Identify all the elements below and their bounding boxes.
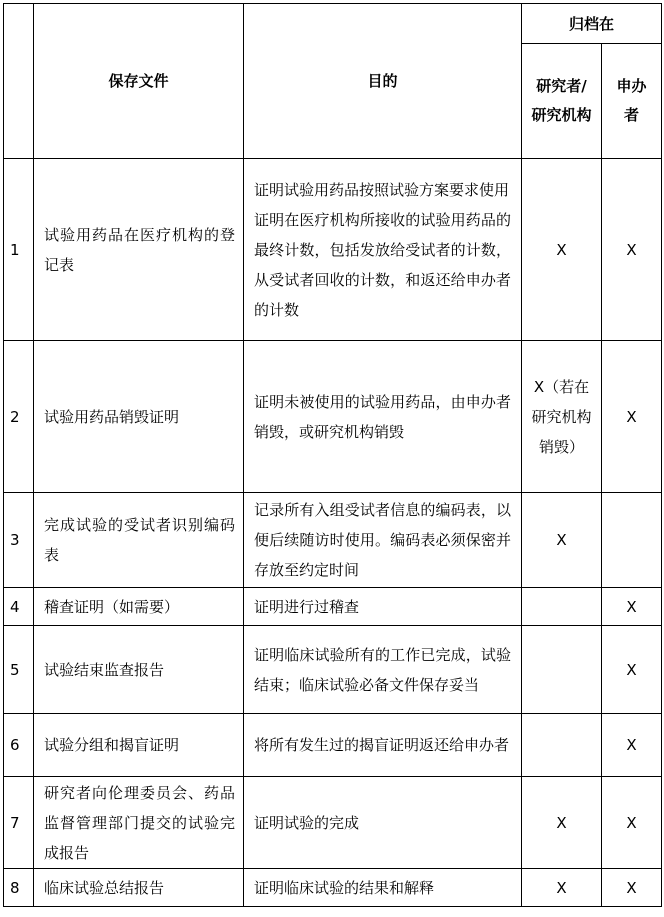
row-number: 2: [4, 341, 34, 493]
row-file: 试验用药品在医疗机构的登记表: [34, 159, 244, 341]
row-purpose: [244, 159, 522, 341]
row-number: 6: [4, 714, 34, 777]
row-number: 4: [4, 588, 34, 626]
row-investigator-mark: [522, 626, 602, 714]
row-purpose-line: 将所有发生过的揭盲证明返还给申办者: [254, 736, 510, 754]
row-purpose-line: 证明未被使用的试验用药品，由申办者销毁，或研究机构销毁: [254, 392, 511, 441]
row-purpose: [244, 869, 522, 907]
row-sponsor-mark: X: [602, 588, 662, 626]
row-sponsor-mark: X: [602, 341, 662, 493]
archive-document-table: [3, 3, 662, 907]
row-purpose: [244, 493, 522, 588]
row-file: 试验结束监查报告: [34, 626, 244, 714]
header-archive: 归档在: [522, 4, 662, 44]
row-sponsor-mark: X: [602, 626, 662, 714]
row-purpose: [244, 588, 522, 626]
row-sponsor-mark: X: [602, 869, 662, 907]
row-sponsor-mark: [602, 493, 662, 588]
row-file: 完成试验的受试者识别编码表: [34, 493, 244, 588]
row-purpose-line: 证明在医疗机构所接收的试验用药品的最终计数，包括发放给受试者的计数，从受试者回收的计数，和返还给申办者的计数: [254, 210, 511, 319]
row-purpose-line: 证明临床试验所有的工作已完成，试验结束；临床试验必备文件保存妥当: [254, 645, 511, 694]
row-file: 试验分组和揭盲证明: [34, 714, 244, 777]
row-purpose-line: 证明进行过稽查: [254, 597, 360, 616]
row-purpose-line: 证明试验用药品按照试验方案要求使用: [254, 180, 510, 199]
row-purpose-line: 证明临床试验的结果和解释: [254, 878, 435, 897]
row-number: 8: [4, 869, 34, 907]
row-file: 试验用药品销毁证明: [34, 341, 244, 493]
row-number: 1: [4, 159, 34, 341]
row-investigator-mark: [522, 714, 602, 777]
row-purpose-line: 记录所有入组受试者信息的编码表，以便后续随访时使用。编码表必须保密并存放至约定时间: [254, 501, 511, 579]
row-sponsor-mark: X: [602, 777, 662, 869]
row-investigator-mark: X: [522, 869, 602, 907]
row-file: 稽查证明（如需要）: [34, 588, 244, 626]
row-purpose: [244, 341, 522, 493]
row-number: 3: [4, 493, 34, 588]
row-investigator-mark: X（若在研究机构销毁）: [522, 341, 602, 493]
row-file: 研究者向伦理委员会、药品监督管理部门提交的试验完成报告: [34, 777, 244, 869]
row-file: 临床试验总结报告: [34, 869, 244, 907]
header-investigator: 研究者/研究机构: [522, 44, 602, 159]
row-investigator-mark: X: [522, 493, 602, 588]
row-purpose-line: 证明试验的完成: [254, 813, 360, 832]
header-file: 保存文件: [34, 4, 244, 159]
row-sponsor-mark: X: [602, 159, 662, 341]
header-number: [4, 4, 34, 159]
row-investigator-mark: X: [522, 159, 602, 341]
row-purpose: [244, 626, 522, 714]
header-sponsor: 申办者: [602, 44, 662, 159]
row-investigator-mark: [522, 588, 602, 626]
row-investigator-mark: X: [522, 777, 602, 869]
row-number: 7: [4, 777, 34, 869]
row-sponsor-mark: X: [602, 714, 662, 777]
header-purpose: 目的: [244, 4, 522, 159]
row-purpose: [244, 714, 522, 777]
row-number: 5: [4, 626, 34, 714]
row-purpose: [244, 777, 522, 869]
